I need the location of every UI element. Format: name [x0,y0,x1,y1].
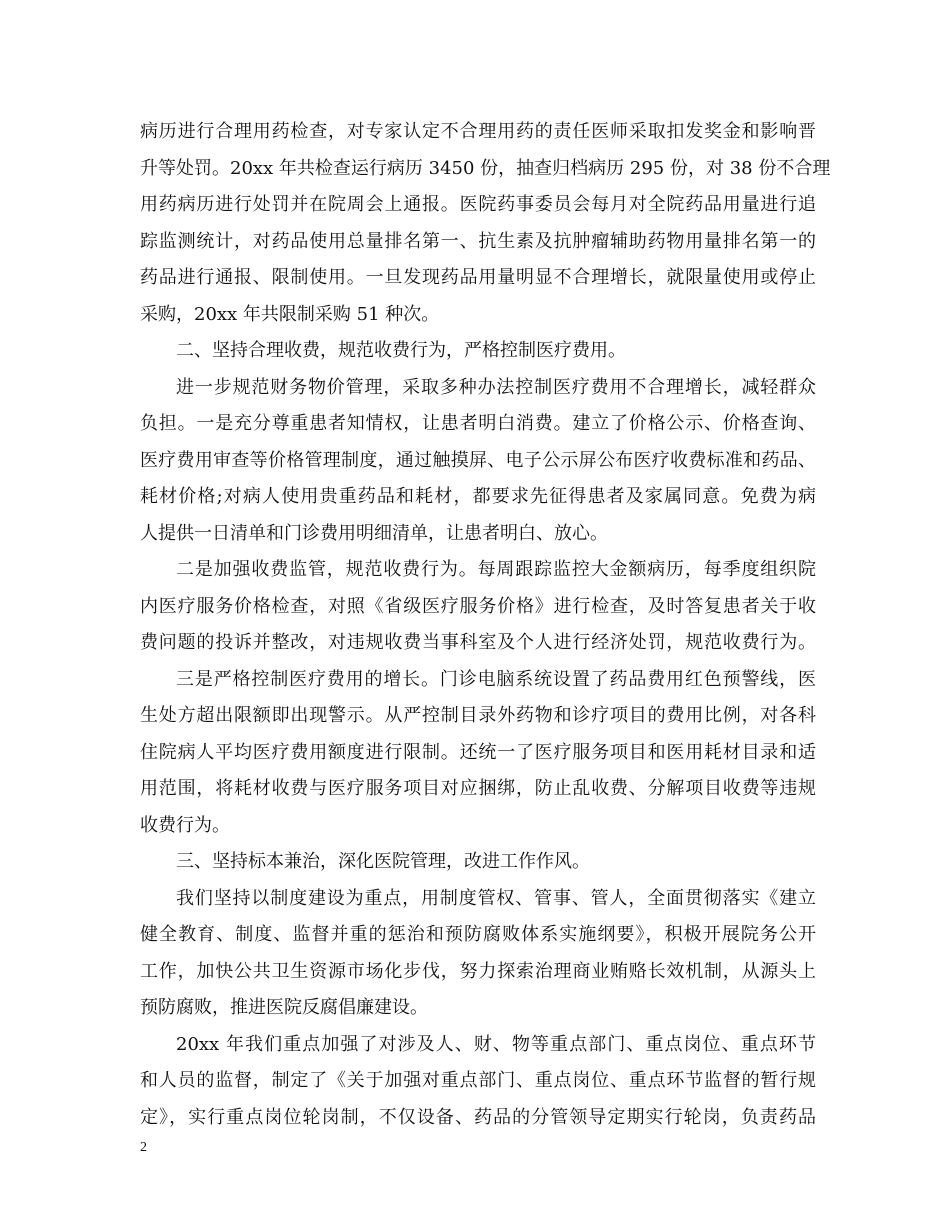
text-line: 定》，实行重点岗位轮岗制，不仅设备、药品的分管领导定期实行轮岗，负责药品 [140,1106,816,1128]
text-line: 内医疗服务价格检查，对照《省级医疗服务价格》进行检查，及时答复患者关于收 [140,595,816,617]
body-text [140,114,831,1136]
text-line: 负担。一是充分尊重患者知情权，让患者明白消费。建立了价格公示、价格查询、 [140,413,816,434]
text-line: 二是加强收费监管，规范收费行为。每周跟踪监控大金额病历，每季度组织院 [176,559,816,580]
text-line: 踪监测统计，对药品使用总量排名第一、抗生素及抗肿瘤辅助药物用量排名第一的 [140,230,816,252]
text-line: 人提供一日清单和门诊费用明细清单，让患者明白、放心。 [140,522,608,544]
text-line: 工作，加快公共卫生资源市场化步伐，努力探索治理商业贿赂长效机制，从源头上 [140,960,816,982]
text-line: 我们坚持以制度建设为重点，用制度管权、管事、管人，全面贯彻落实《建立 [176,887,816,909]
text-line: 医疗费用审查等价格管理制度，通过触摸屏、电子公示屏公布医疗收费标准和药品、 [140,449,816,471]
text-line: 收费行为。 [140,814,230,836]
text-line: 用药病历进行处罚并在院周会上通报。医院药事委员会每月对全院药品用量进行追 [140,194,816,215]
section-heading: 三、坚持标本兼治，深化医院管理，改进工作作风。 [176,851,590,872]
text-line: 和人员的监督，制定了《关于加强对重点部门、重点岗位、重点环节监督的暂行规 [140,1070,816,1091]
text-line: 采购，20xx 年共限制采购 51 种次。 [140,303,440,325]
text-line: 药品进行通报、限制使用。一旦发现药品用量明显不合理增长，就限量使用或停止 [140,267,816,288]
section-heading: 二、坚持合理收费，规范收费行为，严格控制医疗费用。 [176,340,626,361]
text-line: 生处方超出限额即出现警示。从严控制目录外药物和诊疗项目的费用比例，对各科 [140,705,816,726]
text-line: 健全教育、制度、监督并重的惩治和预防腐败体系实施纲要》，积极开展院务公开 [140,924,816,945]
text-line: 住院病人平均医疗费用额度进行限制。还统一了医疗服务项目和医用耗材目录和适 [140,741,816,763]
text-line: 20xx 年我们重点加强了对涉及人、财、物等重点部门、重点岗位、重点环节 [176,1033,816,1055]
text-line: 病历进行合理用药检查，对专家认定不合理用药的责任医师采取扣发奖金和影响晋 [140,121,816,142]
text-line: 三是严格控制医疗费用的增长。门诊电脑系统设置了药品费用红色预警线，医 [176,668,816,690]
text-line: 用范围，将耗材收费与医疗服务项目对应捆绑，防止乱收费、分解项目收费等违规 [140,778,816,799]
text-line: 耗材价格;对病人使用贵重药品和耗材，都要求先征得患者及家属同意。免费为病 [140,486,816,507]
page-number: 2 [140,1140,147,1155]
text-line: 费问题的投诉并整改，对违规收费当事科室及个人进行经济处罚，规范收费行为。 [140,632,816,653]
text-line: 预防腐败，推进医院反腐倡廉建设。 [140,997,428,1018]
text-line: 升等处罚。20xx 年共检查运行病历 3450 份，抽查归档病历 295 份，对 38 份不合理 [140,157,831,179]
text-line: 进一步规范财务物价管理，采取多种办法控制医疗费用不合理增长，减轻群众 [176,376,816,398]
